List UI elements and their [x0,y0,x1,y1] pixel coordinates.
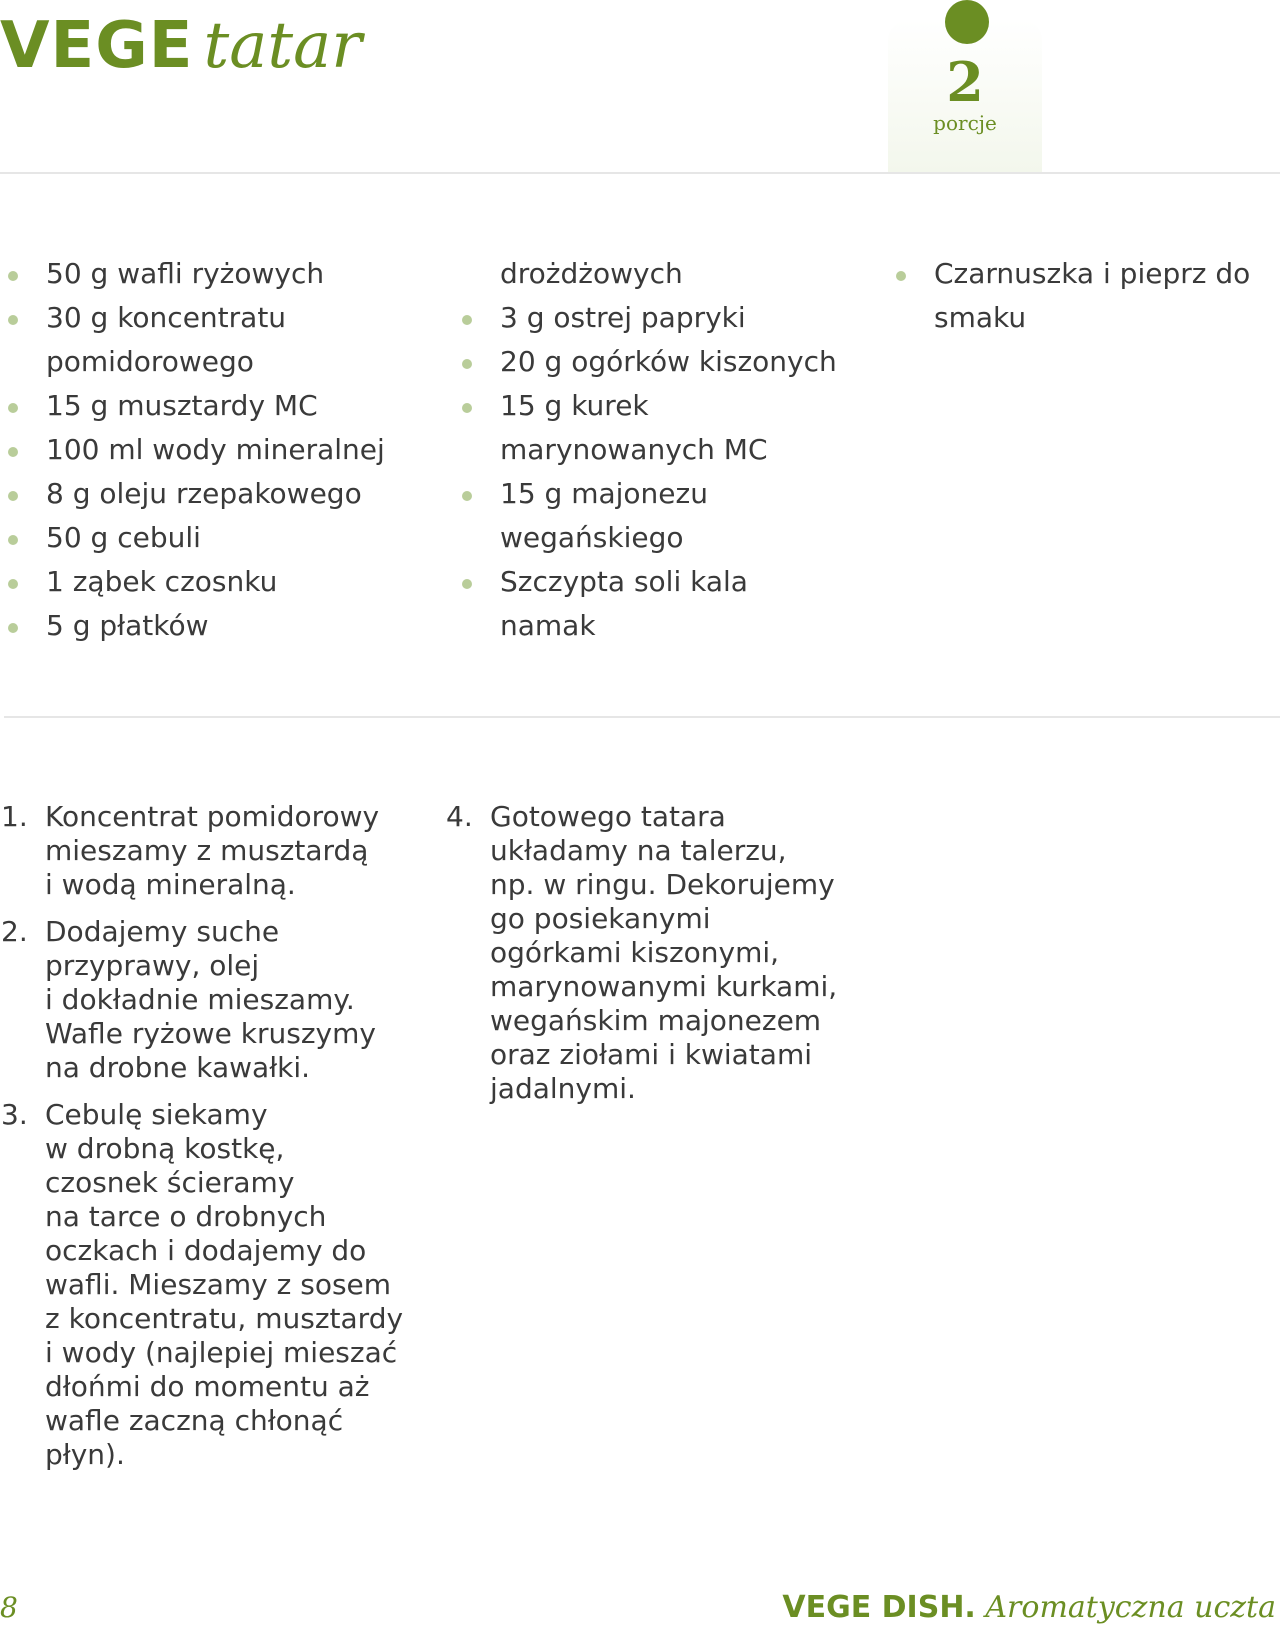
step-text-line: w drobną kostkę, [45,1132,285,1165]
header-divider [0,172,1280,174]
step-text-line: Wafle ryżowe kruszymy [45,1017,376,1050]
bullet-dot-icon [462,315,472,325]
recipe-title-bold: VEGE [0,9,194,83]
bullet-dot-icon [462,491,472,501]
steps-column-1 [1,800,404,1485]
step-text-line: Gotowego tatara [490,800,726,833]
ingredient-text: pomidorowego [46,345,254,378]
footer-title-bold: VEGE DISH. [782,1590,976,1625]
ingredient-text: marynowanych MC [500,433,768,466]
ingredient-line [500,516,837,560]
step-text-line: płyn). [45,1438,125,1471]
instruction-step [1,915,403,1085]
ingredient-text: namak [500,609,596,642]
bullet-dot-icon [8,491,18,501]
recipe-title [0,8,362,84]
ingredient-line [500,384,837,428]
ingredient-line [500,252,837,296]
ingredient-line [46,516,385,560]
bullet-dot-icon [8,447,18,457]
ingredients-column-3 [934,252,1250,340]
recipe-title-italic: tatar [203,9,362,83]
ingredients-column-2 [500,252,837,648]
ingredient-line [500,428,837,472]
bullet-dot-icon [8,271,18,281]
step-text-line: z koncentratu, musztardy [45,1302,404,1335]
ingredient-text: Szczypta soli kala [500,565,748,598]
step-text-line: oraz ziołami i kwiatami [490,1038,812,1071]
step-number: 1. [1,800,28,833]
step-text-line: oczkach i dodajemy do [45,1234,367,1267]
step-text-line: marynowanymi kurkami, [490,970,838,1003]
servings-count: 2 [946,50,984,114]
step-number: 2. [1,915,28,948]
step-number: 3. [1,1098,28,1131]
footer-title-italic: Aromatyczna uczta [985,1590,1276,1625]
ingredient-text: 20 g ogórków kiszonych [500,345,837,378]
ingredient-line [500,340,837,384]
ingredient-line [934,252,1250,296]
ingredient-line [500,604,837,648]
ingredient-text: 50 g cebuli [46,521,201,554]
instruction-step [1,1098,404,1472]
ingredient-line [500,472,837,516]
steps-column-2 [446,800,838,1119]
ingredient-line [46,428,385,472]
step-text-line: na drobne kawałki. [45,1051,311,1084]
step-text-line: ogórkami kiszonymi, [490,936,780,969]
step-number: 4. [446,800,473,833]
ingredient-line [46,384,385,428]
ingredients-divider [4,716,1280,718]
step-text-line: Koncentrat pomidorowy [45,800,380,833]
servings-dot-icon [945,0,989,44]
step-text-line: przyprawy, olej [45,949,260,982]
ingredient-text: 50 g wafli ryżowych [46,257,325,290]
bullet-dot-icon [8,403,18,413]
ingredient-text: drożdżowych [500,257,683,290]
ingredient-line [46,252,385,296]
ingredient-line [46,472,385,516]
bullet-dot-icon [462,579,472,589]
step-text-line: i wody (najlepiej mieszać [45,1336,398,1369]
ingredient-text: 5 g płatków [46,609,209,642]
step-text-line: wegańskim majonezem [490,1004,822,1037]
ingredient-text: 8 g oleju rzepakowego [46,477,362,510]
instruction-step [1,800,403,902]
instruction-step [446,800,838,1106]
ingredient-text: 15 g musztardy MC [46,389,318,422]
ingredient-line [934,296,1250,340]
step-text-line: np. w ringu. Dekorujemy [490,868,835,901]
step-text-line: i dokładnie mieszamy. [45,983,355,1016]
ingredient-text: 15 g kurek [500,389,649,422]
step-text-line: Cebulę siekamy [45,1098,268,1131]
step-text-line: wafli. Mieszamy z sosem [45,1268,392,1301]
ingredient-line [46,340,385,384]
bullet-dot-icon [8,623,18,633]
ingredient-text: 30 g koncentratu [46,301,287,334]
ingredient-line [500,296,837,340]
step-text-line: wafle zaczną chłonąć [45,1404,344,1437]
page-number: 8 [0,1591,18,1624]
servings-label: porcje [933,111,997,135]
ingredient-line [500,560,837,604]
ingredient-text: 15 g majonezu [500,477,708,510]
bullet-dot-icon [8,579,18,589]
step-text-line: dłońmi do momentu aż [45,1370,370,1403]
step-text-line: i wodą mineralną. [45,868,296,901]
bullet-dot-icon [8,535,18,545]
ingredient-line [46,604,385,648]
step-text-line: mieszamy z musztardą [45,834,369,867]
step-text-line: układamy na talerzu, [490,834,787,867]
ingredient-line [46,296,385,340]
bullet-dot-icon [8,315,18,325]
footer-book-title [782,1590,1276,1626]
step-text-line: Dodajemy suche [45,915,280,948]
step-text-line: jadalnymi. [490,1072,636,1105]
ingredient-text: smaku [934,301,1027,334]
ingredient-text: 3 g ostrej papryki [500,301,746,334]
ingredient-text: Czarnuszka i pieprz do [934,257,1251,290]
ingredient-text: 1 ząbek czosnku [46,565,278,598]
step-text-line: czosnek ścieramy [45,1166,295,1199]
step-text-line: go posiekanymi [490,902,711,935]
bullet-dot-icon [896,271,906,281]
bullet-dot-icon [462,403,472,413]
ingredients-column-1 [46,252,385,648]
ingredient-text: wegańskiego [500,521,684,554]
ingredient-text: 100 ml wody mineralnej [46,433,385,466]
step-text-line: na tarce o drobnych [45,1200,327,1233]
bullet-dot-icon [462,359,472,369]
ingredient-line [46,560,385,604]
